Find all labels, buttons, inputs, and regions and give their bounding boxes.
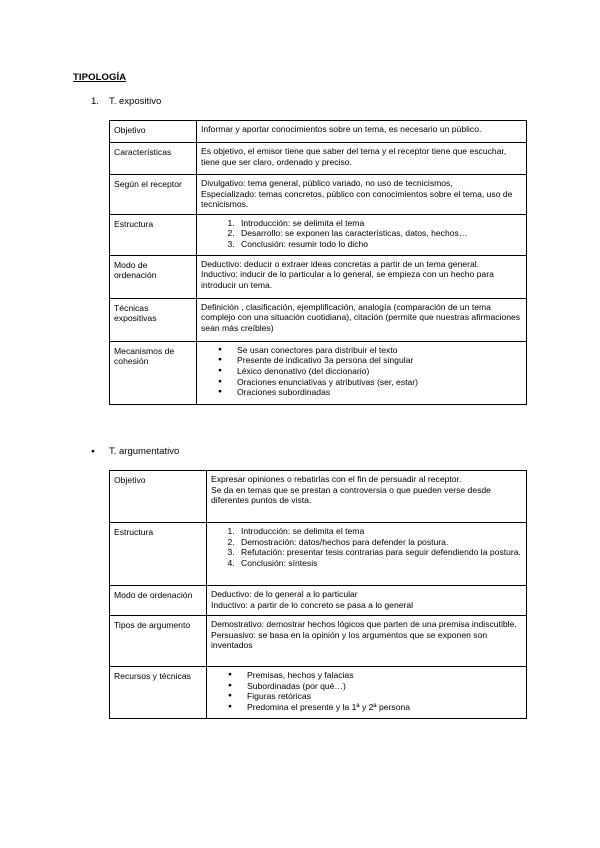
table-row: [110, 175, 527, 215]
row-label: Modo de ordenación: [110, 586, 207, 616]
list-item: ● Léxico denonativo (del diccionario): [237, 366, 522, 377]
section-title: T. argumentativo: [109, 446, 180, 457]
table-row: [110, 214, 527, 255]
row-content: [197, 341, 527, 404]
row-label: Según el receptor: [110, 175, 197, 215]
content-line: Es objetivo, el emisor tiene que saber del tema y el receptor tiene que escuchar, tiene que ser claro, ordenado y preciso.: [201, 146, 507, 167]
content-line: Definición , clasificación, ejemplificación, analogía (comparación de un tema complejo con una situación cuotidiana), citación (permite que nuestras afirmaciones sean más creíbles): [201, 301, 521, 333]
list-item: 2. Desarrollo: se exponen las características, datos, hechos…: [237, 228, 522, 239]
page-title: TIPOLOGÍA: [73, 72, 127, 83]
list-item: ● Oraciones enunciativas y atributivas (ser, estar): [237, 377, 522, 388]
list-item: ● Predomina el presente y la 1ª y 2ª persona: [247, 702, 522, 713]
row-content: [207, 586, 527, 616]
content-line: Inductivo: a partir de lo concreto se pasa a lo general: [211, 599, 414, 610]
list-item: 1. Introducción: se delimita el tema: [237, 218, 522, 229]
content-line: Inductivo: inducir de lo particular a lo general, se empieza con un hecho para introducir un tema.: [201, 269, 494, 290]
bullet-marker: ●: [91, 448, 95, 455]
table-row: [110, 341, 527, 404]
list-item: 1. Introducción: se delimita el tema: [237, 526, 522, 537]
list-item: ● Subordinadas (por qué…): [247, 681, 522, 692]
table-row: [110, 523, 527, 586]
content-line: Expresar opiniones o rebatirlas con el fin de persuadir al receptor.: [211, 474, 462, 484]
row-label: Objetivo: [110, 471, 207, 523]
table-row: [110, 616, 527, 667]
content-line: Se da en temas que se prestan a controversia o que pueden verse desde diferentes puntos de vista.: [211, 484, 491, 506]
section-title: T. expositivo: [109, 96, 162, 107]
table-row: [110, 121, 527, 143]
list-item: ● Figuras retóricas: [247, 691, 522, 702]
row-label: Estructura: [110, 523, 207, 586]
list-item: ● Se usan conectores para distribuir el texto: [237, 345, 522, 356]
table-row: [110, 255, 527, 298]
row-label: Recursos y técnicas: [110, 667, 207, 719]
row-content: [197, 255, 527, 298]
table-row: [110, 586, 527, 616]
table-row: [110, 298, 527, 341]
row-content: [197, 121, 527, 143]
content-line: Persuasivo: se basa en la opinión y los argumentos que se exponen son inventados: [211, 629, 488, 651]
list-item: 2. Demostración: datos/hechos para defender la postura.: [237, 537, 522, 548]
structure-list: [201, 218, 522, 250]
row-content: [207, 523, 527, 586]
table-row: [110, 667, 527, 719]
row-label: Características: [110, 143, 197, 175]
table-row: [110, 143, 527, 175]
table-row: [110, 471, 527, 523]
row-label: Técnicas expositivas: [110, 298, 197, 341]
content-line: Deductivo: de lo general a lo particular: [211, 589, 358, 599]
structure-list: [211, 526, 522, 568]
row-label: Tipos de argumento: [110, 616, 207, 667]
cohesion-list: [201, 345, 522, 398]
content-line: Informar y aportar conocimientos sobre un tema, es necesario un público.: [201, 124, 482, 134]
list-item: 4. Conclusión: síntesis: [237, 558, 522, 569]
row-content: [197, 214, 527, 255]
content-line: Divulgativo: tema general, público variado, no uso de tecnicismos,: [201, 178, 453, 188]
list-item: 3. Conclusión: resumir todo lo dicho: [237, 239, 522, 250]
section-number: 1.: [91, 96, 99, 107]
section-heading-expositivo: [91, 96, 161, 107]
content-line: Deductivo: deducir o extraer ideas concretas a partir de un tema general.: [201, 258, 480, 269]
expositivo-table: [109, 120, 527, 405]
list-item: ● Premisas, hechos y falacias: [247, 670, 522, 681]
row-label: Estructura: [110, 214, 197, 255]
row-content: [197, 298, 527, 341]
row-content: [197, 143, 527, 175]
row-content: [207, 616, 527, 667]
content-line: Demostrativo: demostrar hechos lógicos que parten de una premisa indiscutible.: [211, 619, 517, 629]
section-heading-argumentativo: [91, 446, 179, 457]
row-content: [197, 175, 527, 215]
argumentativo-table: [109, 470, 527, 719]
resources-list: [211, 670, 522, 712]
row-content: [207, 471, 527, 523]
list-item: ● Presente de indicativo 3a persona del singular: [237, 355, 522, 366]
content-line: Especializado: temas concretos, público con conocimientos sobre el tema, uso de tecnicismos.: [201, 188, 513, 210]
row-content: [207, 667, 527, 719]
row-label: Modo de ordenación: [110, 255, 197, 298]
row-label: Objetivo: [110, 121, 197, 143]
list-item: ● Oraciones subordinadas: [237, 387, 522, 398]
row-label: Mecanismos de cohesión: [110, 341, 197, 404]
list-item: 3. Refutación: presentar tesis contrarias para seguir defendiendo la postura.: [237, 547, 522, 558]
